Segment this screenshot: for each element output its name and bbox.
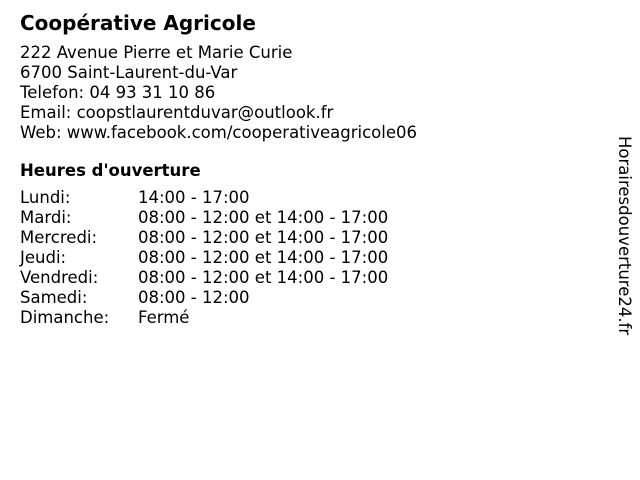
hours-row-wednesday	[20, 228, 600, 248]
time-value: 08:00 - 12:00 et 14:00 - 17:00	[138, 268, 389, 287]
email-line: Email: coopstlaurentduvar@outlook.fr	[20, 103, 334, 122]
time-value: Fermé	[138, 308, 190, 327]
day-label: Mercredi:	[20, 228, 98, 247]
day-label: Samedi:	[20, 288, 88, 307]
hours-row-thursday	[20, 248, 600, 268]
day-label: Lundi:	[20, 188, 71, 207]
business-card	[20, 9, 600, 328]
business-name: Coopérative Agricole	[20, 11, 256, 35]
hours-row-sunday	[20, 308, 600, 328]
opening-hours-table	[20, 188, 600, 328]
city-line: 6700 Saint-Laurent-du-Var	[20, 63, 238, 82]
hours-row-tuesday	[20, 208, 600, 228]
hours-heading: Heures d'ouverture	[20, 161, 201, 180]
time-value: 08:00 - 12:00 et 14:00 - 17:00	[138, 228, 389, 247]
hours-row-saturday	[20, 288, 600, 308]
contact-block	[20, 43, 600, 143]
time-value: 14:00 - 17:00	[138, 188, 250, 207]
site-watermark: Horairesdouverture24.fr	[615, 136, 634, 336]
time-value: 08:00 - 12:00	[138, 288, 250, 307]
time-value: 08:00 - 12:00 et 14:00 - 17:00	[138, 208, 389, 227]
day-label: Mardi:	[20, 208, 72, 227]
phone-line: Telefon: 04 93 31 10 86	[20, 83, 216, 102]
day-label: Jeudi:	[20, 248, 67, 267]
day-label: Dimanche:	[20, 308, 110, 327]
time-value: 08:00 - 12:00 et 14:00 - 17:00	[138, 248, 389, 267]
hours-row-monday	[20, 188, 600, 208]
street-address: 222 Avenue Pierre et Marie Curie	[20, 43, 293, 62]
hours-row-friday	[20, 268, 600, 288]
day-label: Vendredi:	[20, 268, 99, 287]
web-line: Web: www.facebook.com/cooperativeagricole06	[20, 123, 417, 142]
